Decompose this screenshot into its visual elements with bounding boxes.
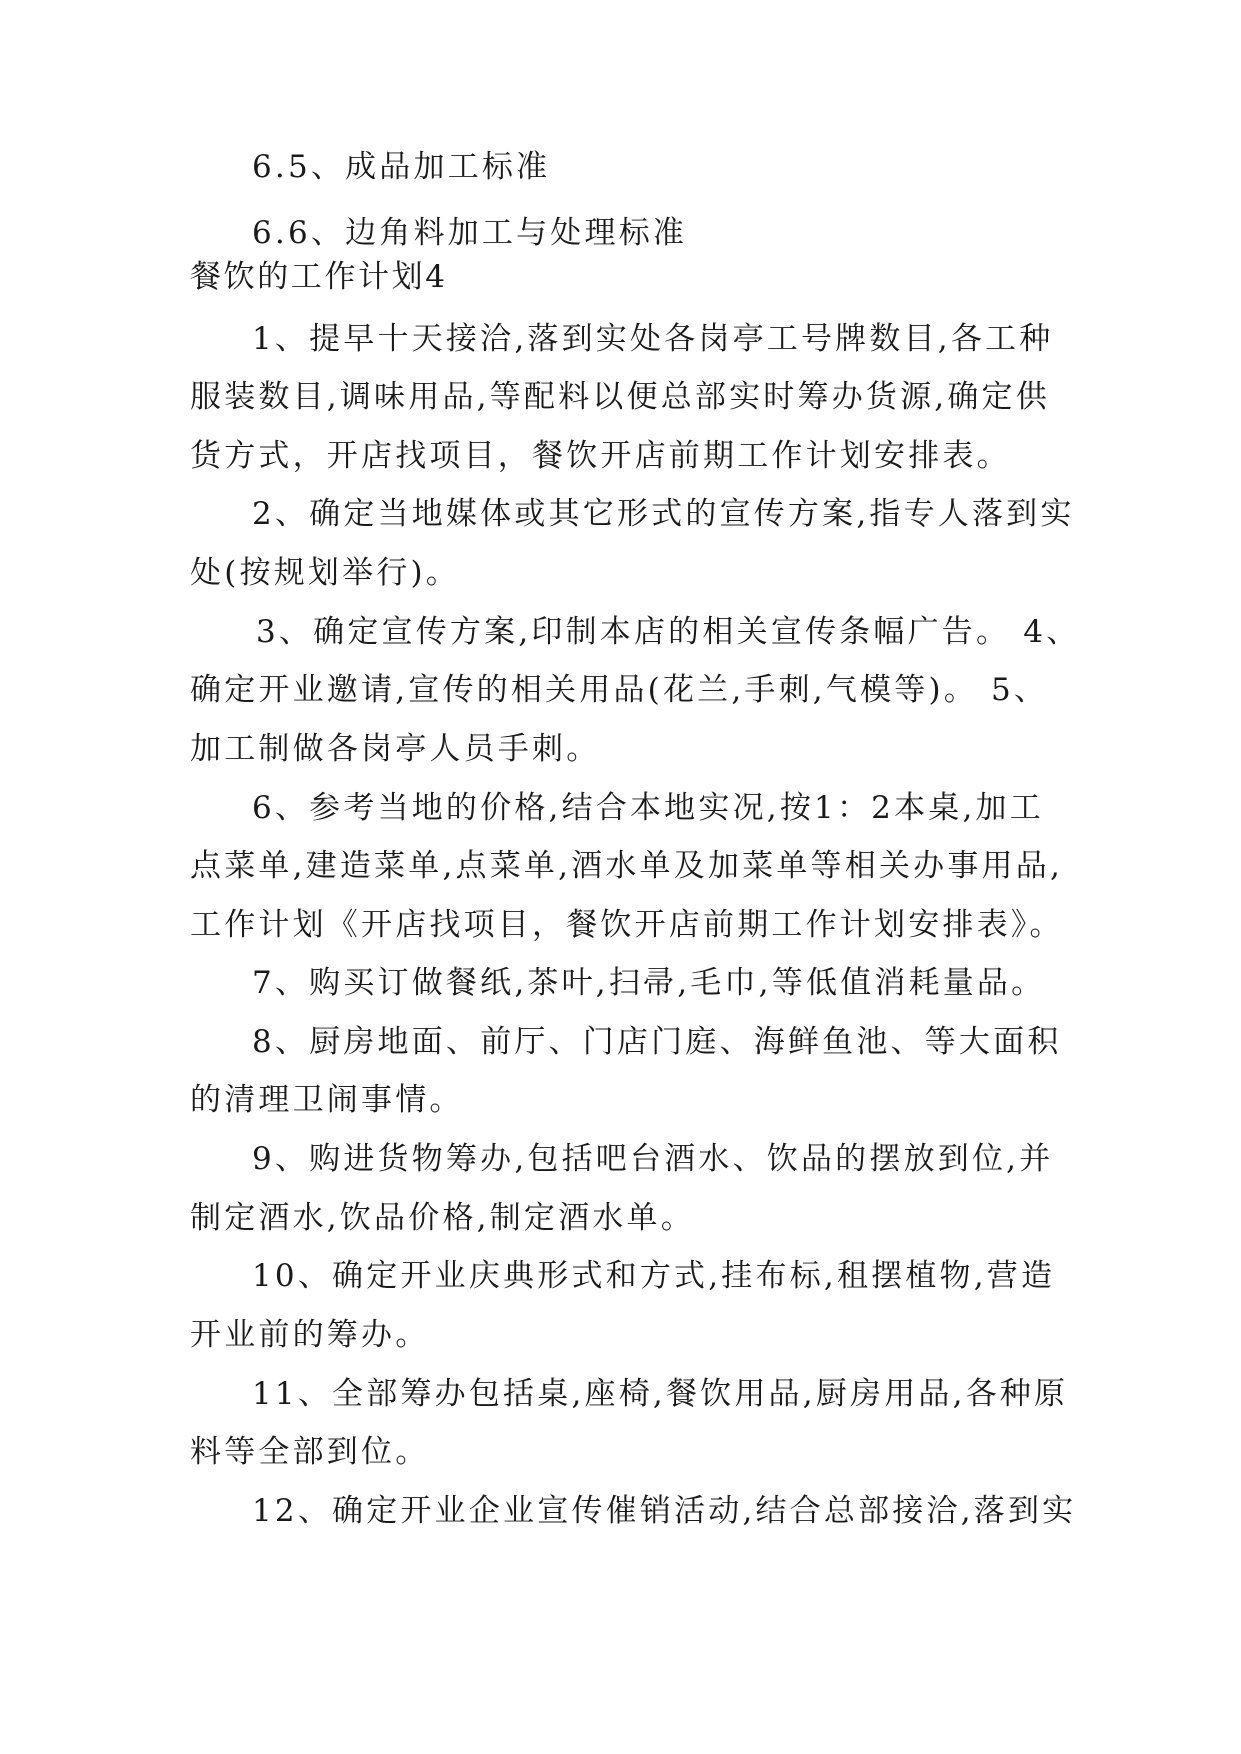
paragraph-10-line-2: 开业前的筹办。 [190, 1317, 430, 1353]
paragraph-7-line-1: 7、购买订做餐纸,茶叶,扫帚,毛巾,等低值消耗量品。 [252, 965, 1046, 1001]
paragraph-1-line-3: 货方式，开店找项目，餐饮开店前期工作计划安排表。 [190, 438, 1011, 474]
paragraph-10-line-1: 10、确定开业庆典形式和方式,挂布标,租摆植物,营造 [252, 1258, 1056, 1294]
paragraph-3-line-3: 加工制做各岗亭人员手刺。 [190, 731, 601, 767]
paragraph-11-line-2: 料等全部到位。 [190, 1434, 430, 1470]
paragraph-9-line-2: 制定酒水,饮品价格,制定酒水单。 [190, 1200, 695, 1236]
text-line-6-5: 6.5、成品加工标准 [252, 149, 551, 185]
paragraph-1-line-1: 1、提早十天接洽,落到实处各岗亭工号牌数目,各工种 [252, 321, 1054, 357]
paragraph-2-line-1: 2、确定当地媒体或其它形式的宣传方案,指专人落到实 [252, 496, 1075, 532]
paragraph-6-line-2: 点菜单,建造菜单,点菜单,酒水单及加菜单等相关办事用品, [190, 848, 1064, 884]
paragraph-2-line-2: 处(按规划举行)。 [190, 555, 460, 591]
paragraph-6-line-1: 6、参考当地的价格,结合本地实况,按1：2本桌,加工 [252, 790, 1044, 826]
text-line-6-6: 6.6、边角料加工与处理标准 [252, 215, 688, 251]
paragraph-6-line-3: 工作计划《开店找项目，餐饮开店前期工作计划安排表》。 [190, 907, 1064, 943]
paragraph-3-line-1: 3、确定宣传方案,印制本店的相关宣传条幅广告。 4、 [256, 614, 1081, 650]
paragraph-8-line-2: 的清理卫闹事情。 [190, 1082, 464, 1118]
paragraph-1-line-2: 服装数目,调味用品,等配料以便总部实时筹办货源,确定供 [190, 379, 1050, 415]
paragraph-8-line-1: 8、厨房地面、前厅、门店门庭、海鲜鱼池、等大面积 [252, 1024, 1062, 1060]
paragraph-11-line-1: 11、全部筹办包括桌,座椅,餐饮用品,厨房用品,各种原 [252, 1376, 1069, 1412]
paragraph-9-line-1: 9、购进货物筹办,包括吧台酒水、饮品的摆放到位,并 [252, 1141, 1054, 1177]
paragraph-3-line-2: 确定开业邀请,宣传的相关用品(花兰,手刺,气模等)。 5、 [190, 672, 1049, 708]
section-heading: 餐饮的工作计划4 [190, 259, 448, 295]
paragraph-12-line-1: 12、确定开业企业宣传催销活动,结合总部接洽,落到实 [252, 1493, 1077, 1529]
